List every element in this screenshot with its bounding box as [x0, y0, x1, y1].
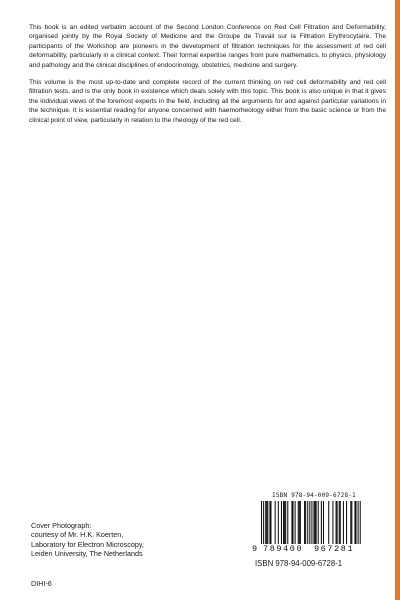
- barcode-bar: [284, 501, 285, 544]
- credit-line-3: Laboratory for Electron Microscopy,: [31, 539, 144, 549]
- barcode-bar: [339, 501, 340, 544]
- barcode-bar: [265, 501, 266, 544]
- barcode-bar: [314, 501, 315, 544]
- isbn-top-text: ISBN 978-94-009-6728-1: [272, 492, 356, 499]
- barcode-bar: [346, 501, 347, 544]
- barcode-bar: [298, 501, 299, 544]
- barcode-digits: [252, 544, 372, 556]
- book-description: [29, 23, 386, 133]
- barcode-bar: [285, 501, 286, 544]
- description-paragraph-2: This volume is the most up-to-date and complete record of the current thinking on red cell deformability and red cell filtration tests, and is the only book in existence which deals solely with this topic. This book is also unique in that it gives the individual views of the foremost experts in the field, including all the arguments for and against particular variations in the technique. It is essential reading for anyone concerned with haemorheology either from the basic science or from the clinical point of view, particularly in relation to the rheology of the red cell.: [29, 79, 386, 124]
- credit-line-2: courtesy of Mr. H.K. Koerten,: [31, 530, 124, 540]
- barcode-bar: [337, 501, 338, 544]
- isbn-bottom-text: ISBN 978-94-009-6728-1: [255, 559, 343, 568]
- barcode-bar: [270, 501, 271, 544]
- barcode-bar: [321, 501, 322, 544]
- barcode-bar: [328, 501, 329, 544]
- barcode-bar: [332, 501, 333, 544]
- barcode: [252, 501, 372, 554]
- barcode-bar: [283, 501, 284, 544]
- barcode-bar: [291, 501, 292, 544]
- barcode-bar: [305, 501, 306, 544]
- barcode-bar: [318, 501, 319, 544]
- credit-line-4: Leiden University, The Netherlands: [31, 548, 143, 558]
- barcode-bar: [281, 501, 282, 544]
- barcode-block: [252, 492, 372, 554]
- barcode-bar: [267, 501, 268, 544]
- barcode-bar: [278, 501, 279, 544]
- barcode-digits-group-2: 967281: [314, 544, 360, 555]
- barcode-bar: [336, 501, 337, 544]
- barcode-bar: [295, 501, 296, 544]
- barcode-bar: [275, 501, 276, 544]
- barcode-bar: [315, 501, 316, 544]
- barcode-bar: [351, 501, 352, 544]
- barcode-bar: [266, 501, 267, 544]
- barcode-digits-group-1: 789400: [263, 544, 309, 555]
- credit-line-1: Cover Photograph:: [31, 521, 92, 530]
- barcode-bar: [340, 501, 341, 544]
- barcode-bar: [307, 501, 308, 544]
- barcode-bar: [293, 501, 294, 544]
- cover-photo-credit: [31, 521, 144, 558]
- barcode-bar: [356, 501, 357, 544]
- barcode-bar: [316, 501, 317, 544]
- barcode-bar: [269, 501, 270, 544]
- barcode-bar: [343, 501, 344, 544]
- barcode-bar: [304, 501, 305, 544]
- description-paragraph-1: This book is an edited verbatim account of the Second London Conference on Red Cell Filtration and Deformability, organised jointly by the Royal Society of Medicine and the Groupe de Travail sur la Filtration Erythrocytaire. The participants of the Workshop are pioneers in the development of filtration techniques for the assessment of red cell deformability, particularly in a clinical context. Their formal expertise ranges from pure mathematics, to physics, physiology and pathology and the clinical disciplines of endocrinology, obstetrics, medicine and surgery.: [29, 24, 386, 69]
- barcode-bar: [300, 501, 301, 544]
- barcode-bar: [299, 501, 300, 544]
- barcode-digit-lead: 9: [252, 544, 258, 554]
- product-code: DIHI-6: [31, 579, 52, 588]
- spine-edge-stripe: [395, 0, 400, 600]
- barcode-bar: [287, 501, 288, 544]
- barcode-bar: [354, 501, 355, 544]
- barcode-bar: [350, 501, 351, 544]
- barcode-bar: [323, 501, 324, 544]
